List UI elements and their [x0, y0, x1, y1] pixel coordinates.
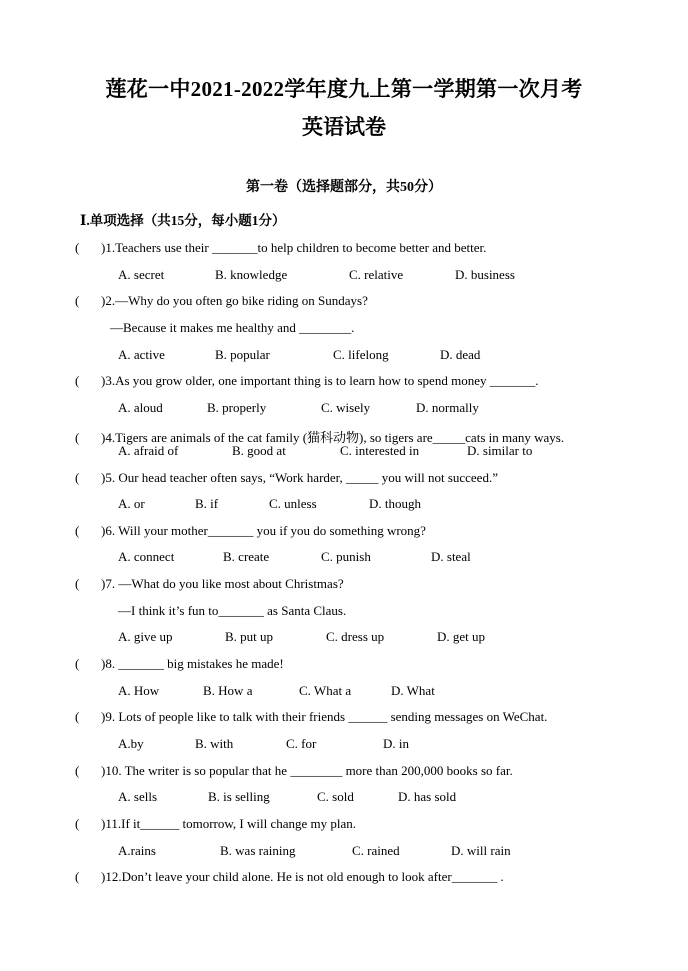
option-c: C. What a [299, 683, 352, 698]
question-text: 6. Will your mother_______ you if you do something wrong? [105, 523, 426, 538]
option-b: B. is selling [208, 789, 270, 804]
question-6: ( )6. Will your mother_______ you if you do something wrong? [75, 523, 426, 538]
option-c: C. rained [352, 843, 400, 858]
option-d: D. business [455, 267, 515, 282]
option-c: C. for [286, 736, 317, 751]
question-12: ( )12.Don’t leave your child alone. He is not old enough to look after_______ . [75, 869, 504, 884]
option-c: C. sold [317, 789, 354, 804]
option-b: B. good at [232, 443, 286, 458]
question-text: 7. —What do you like most about Christmas? [105, 576, 344, 591]
answer-blank[interactable]: ( [75, 816, 80, 831]
question-text: 4.Tigers are animals of the cat family (猫科动物), so tigers are_____cats in many ways. [105, 430, 565, 445]
option-d: D. What [391, 683, 435, 698]
option-c: C. relative [349, 267, 404, 282]
option-d: D. in [383, 736, 409, 751]
option-b: B. How a [203, 683, 253, 698]
option-d: D. dead [440, 347, 481, 362]
option-a: A. secret [118, 267, 165, 282]
question-text: 5. Our head teacher often says, “Work harder, _____ you will not succeed.” [105, 470, 498, 485]
question-4: ( )4.Tigers are animals of the cat family (猫科动物), so tigers are_____cats in many ways. [75, 430, 565, 445]
option-c: C. dress up [326, 629, 385, 644]
option-b: B. properly [207, 400, 267, 415]
answer-blank[interactable]: ( [75, 240, 80, 255]
option-a: A. connect [118, 549, 175, 564]
option-a: A.by [118, 736, 144, 751]
answer-blank[interactable]: ( [75, 709, 80, 724]
question-3: ( )3.As you grow older, one important thing is to learn how to spend money _______. [75, 373, 539, 388]
option-c: C. unless [269, 496, 317, 511]
option-a: A. or [118, 496, 145, 511]
question-8: ( )8. _______ big mistakes he made! [75, 656, 284, 671]
question-text: 10. The writer is so popular that he ________ more than 200,000 books so far. [105, 763, 513, 778]
option-c: C. wisely [321, 400, 371, 415]
option-d: D. get up [437, 629, 486, 644]
question-text: 12.Don’t leave your child alone. He is not old enough to look after_______ . [105, 869, 504, 884]
option-b: B. was raining [220, 843, 296, 858]
answer-blank[interactable]: ( [75, 293, 80, 308]
option-b: B. with [195, 736, 234, 751]
question-response: —I think it’s fun to_______ as Santa Claus. [118, 603, 347, 618]
question-text: 11.If it______ tomorrow, I will change my plan. [105, 816, 357, 831]
answer-blank[interactable]: ( [75, 373, 80, 388]
answer-blank[interactable]: ( [75, 869, 80, 884]
question-10: ( )10. The writer is so popular that he ________ more than 200,000 books so far. [75, 763, 513, 778]
question-text: 1.Teachers use their _______to help children to become better and better. [105, 240, 487, 255]
exam-subtitle: 英语试卷 [302, 115, 386, 139]
question-response: —Because it makes me healthy and ________. [110, 320, 355, 335]
answer-blank[interactable]: ( [75, 470, 80, 485]
answer-blank[interactable]: ( [75, 430, 80, 445]
question-7: ( )7. —What do you like most about Christmas? [75, 576, 344, 591]
option-b: B. create [223, 549, 270, 564]
option-d: D. will rain [451, 843, 511, 858]
answer-blank[interactable]: ( [75, 576, 80, 591]
option-a: A. give up [118, 629, 173, 644]
exam-title: 莲花一中2021-2022学年度九上第一学期第一次月考 [105, 77, 583, 101]
option-a: A. active [118, 347, 165, 362]
question-9: ( )9. Lots of people like to talk with their friends ______ sending messages on WeChat. [75, 709, 548, 724]
option-c: C. punish [321, 549, 371, 564]
option-a: A. How [118, 683, 160, 698]
answer-blank[interactable]: ( [75, 523, 80, 538]
answer-blank[interactable]: ( [75, 763, 80, 778]
option-b: B. knowledge [215, 267, 288, 282]
question-11: ( )11.If it______ tomorrow, I will change my plan. [75, 816, 357, 831]
option-d: D. has sold [398, 789, 457, 804]
option-d: D. normally [416, 400, 479, 415]
option-d: D. steal [431, 549, 471, 564]
option-c: C. lifelong [333, 347, 389, 362]
option-d: D. similar to [467, 443, 533, 458]
option-a: A. sells [118, 789, 157, 804]
option-a: A.rains [118, 843, 156, 858]
option-b: B. popular [215, 347, 270, 362]
part-title: 第一卷（选择题部分，共50分） [246, 180, 442, 195]
answer-blank[interactable]: ( [75, 656, 80, 671]
question-text: 8. _______ big mistakes he made! [105, 656, 284, 671]
question-5: ( )5. Our head teacher often says, “Work harder, _____ you will not succeed.” [75, 470, 498, 485]
option-c: C. interested in [340, 443, 420, 458]
option-b: B. put up [225, 629, 274, 644]
question-text: 9. Lots of people like to talk with their friends ______ sending messages on WeChat. [105, 709, 548, 724]
question-1: ( )1.Teachers use their _______to help children to become better and better. [75, 240, 487, 255]
question-text: 2.—Why do you often go bike riding on Sundays? [105, 293, 368, 308]
option-a: A. aloud [118, 400, 163, 415]
question-text: 3.As you grow older, one important thing is to learn how to spend money _______. [105, 373, 539, 388]
option-b: B. if [195, 496, 219, 511]
section-title: Ⅰ.单项选择（共15分，每小题1分） [80, 213, 286, 228]
option-a: A. afraid of [118, 443, 179, 458]
question-2: ( )2.—Why do you often go bike riding on Sundays? [75, 293, 368, 308]
option-d: D. though [369, 496, 421, 511]
